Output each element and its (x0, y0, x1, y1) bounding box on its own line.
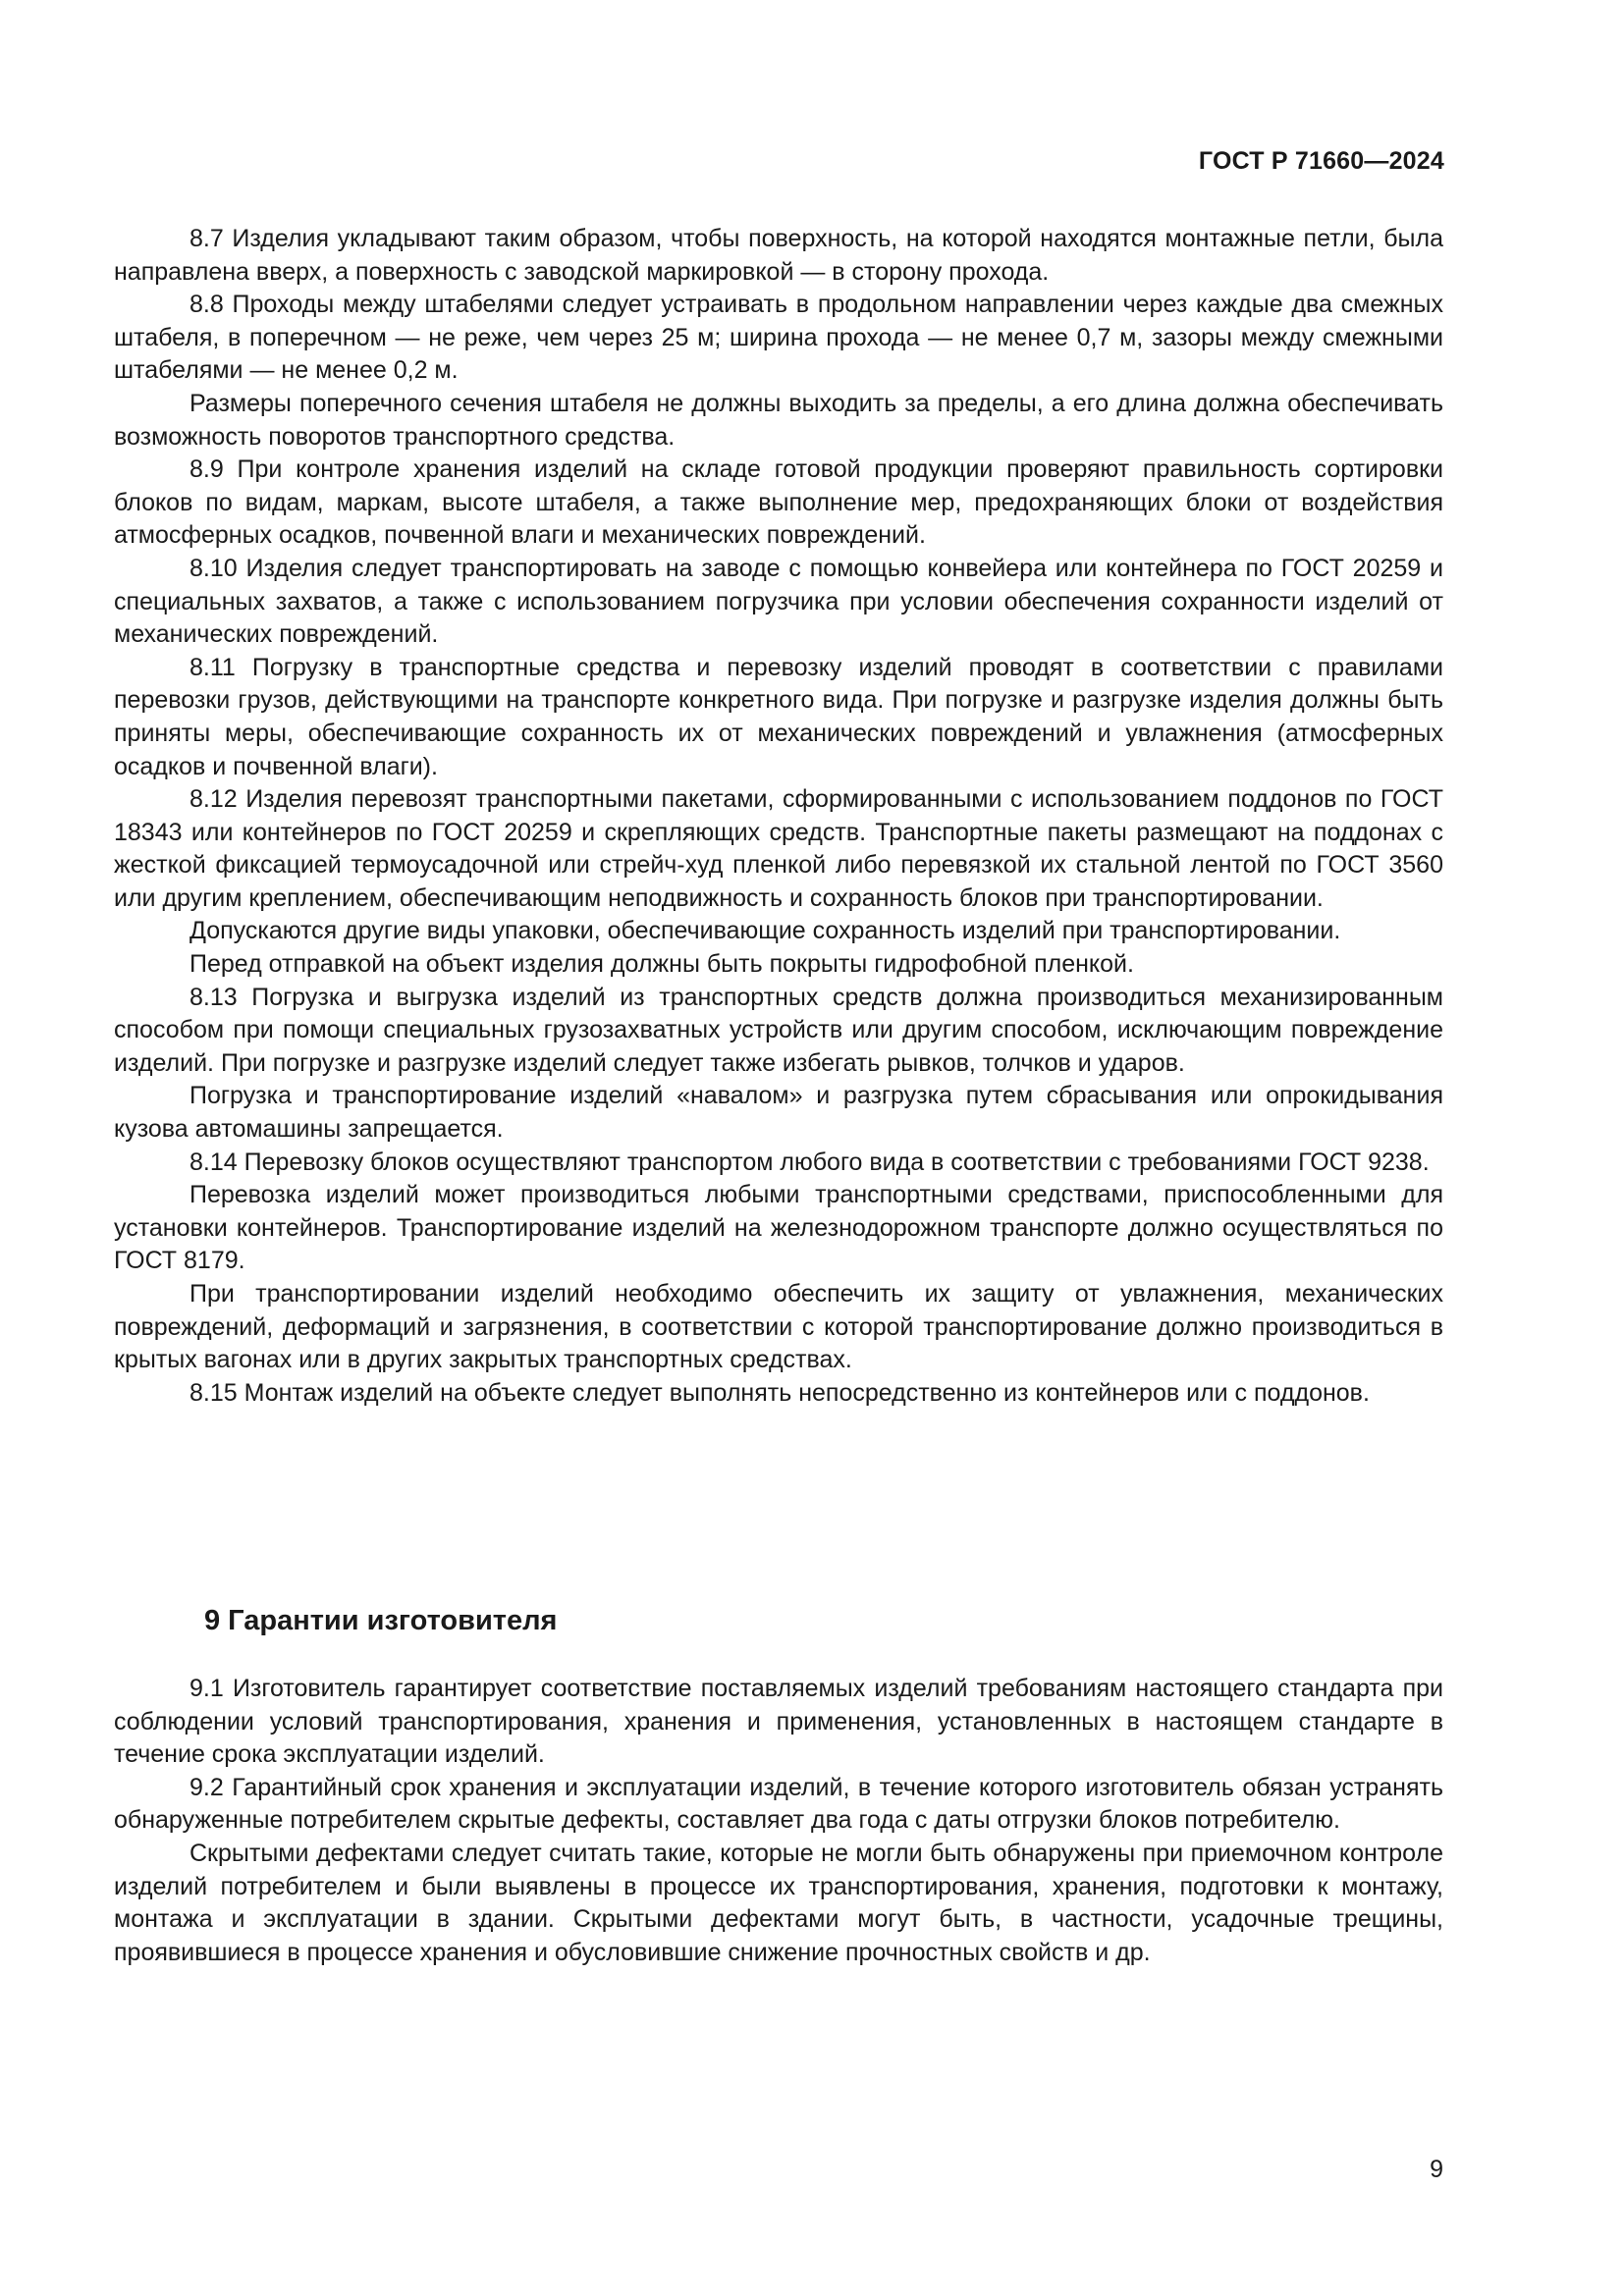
paragraph-9-2: 9.2 Гарантийный срок хранения и эксплуатации изделий, в течение которого изготовитель обязан устранять обнаруженные потребителем скрытые дефекты, составляет два года с даты отгрузки блоков потребителю. (114, 1773, 1443, 1835)
paragraph-8-13-cont: Погрузка и транспортирование изделий «навалом» и разгрузка путем сбрасывания или опрокидывания кузова автомашины запрещается. (114, 1082, 1443, 1144)
page-number: 9 (1430, 2156, 1443, 2183)
paragraph-8-11: 8.11 Погрузку в транспортные средства и перевозку изделий проводят в соответствии с правилами перевозки грузов, действующими на транспорте конкретного вида. При погрузке и разгрузке изделия должны быть приняты меры, обеспечивающие сохранность их от механических повреждений и увлажнения (атмосферных осадков и почвенной влаги). (114, 653, 1443, 780)
document-code: ГОСТ Р 71660—2024 (1198, 147, 1444, 175)
paragraph-8-12-packaging: Допускаются другие виды упаковки, обеспечивающие сохранность изделий при транспортировании. (189, 917, 1341, 945)
section-8-body (114, 223, 1443, 1410)
section-9-body (114, 1673, 1443, 1969)
paragraph-8-10: 8.10 Изделия следует транспортировать на заводе с помощью конвейера или контейнера по ГОСТ 20259 и специальных захватов, а также с использованием погрузчика при условии обеспечения сохранности изделий от механических повреждений. (114, 554, 1443, 649)
paragraph-8-12-film: Перед отправкой на объект изделия должны быть покрыты гидрофобной пленкой. (189, 950, 1134, 979)
paragraph-8-7: 8.7 Изделия укладывают таким образом, чтобы поверхность, на которой находятся монтажные петли, была направлена вверх, а поверхность с заводской маркировкой — в сторону прохода. (114, 225, 1443, 286)
paragraph-8-14-protection: При транспортировании изделий необходимо обеспечить их защиту от увлажнения, механических повреждений, деформаций и загрязнения, в соответствии с которой транспортирование должно производиться в крытых вагонах или в других закрытых транспортных средствах. (114, 1280, 1443, 1374)
paragraph-8-8-cont: Размеры поперечного сечения штабеля не должны выходить за пределы, а его длина должна обеспечивать возможность поворотов транспортного средства. (114, 389, 1443, 451)
paragraph-9-2-defects: Скрытыми дефектами следует считать такие, которые не могли быть обнаружены при приемочном контроле изделий потребителем и были выявлены в процессе их транспортирования, хранения, подготовки к монтажу, монтажа и эксплуатации в здании. Скрытыми дефектами могут быть, в частности, усадочные трещины, проявившиеся в процессе хранения и обусловившие снижение прочностных свойств и др. (114, 1839, 1443, 1966)
paragraph-9-1: 9.1 Изготовитель гарантирует соответствие поставляемых изделий требованиям настоящего стандарта при соблюдении условий транспортирования, хранения и применения, установленных в настоящем стандарте в течение срока эксплуатации изделий. (114, 1675, 1443, 1769)
paragraph-8-14-transport: Перевозка изделий может производиться любыми транспортными средствами, приспособленными для установки контейнеров. Транспортирование изделий на железнодорожном транспорте должно осуществляться по ГОСТ 8179. (114, 1181, 1443, 1275)
paragraph-8-9: 8.9 При контроле хранения изделий на складе готовой продукции проверяют правильность сортировки блоков по видам, маркам, высоте штабеля, а также выполнение мер, предохраняющих блоки от воздействия атмосферных осадков, почвенной влаги и механических повреждений. (114, 455, 1443, 550)
paragraph-8-13: 8.13 Погрузка и выгрузка изделий из транспортных средств должна производиться механизированным способом при помощи специальных грузозахватных устройств или другим способом, исключающим повреждение изделий. При погрузке и разгрузке изделий следует также избегать рывков, толчков и ударов. (114, 983, 1443, 1077)
paragraph-8-15: 8.15 Монтаж изделий на объекте следует выполнять непосредственно из контейнеров или с поддонов. (189, 1378, 1370, 1407)
section-9-heading: 9 Гарантии изготовителя (204, 1605, 558, 1636)
paragraph-8-14: 8.14 Перевозку блоков осуществляют транспортом любого вида в соответствии с требованиями ГОСТ 9238. (189, 1148, 1430, 1176)
paragraph-8-12: 8.12 Изделия перевозят транспортными пакетами, сформированными с использованием поддонов по ГОСТ 18343 или контейнеров по ГОСТ 20259 и скрепляющих средств. Транспортные пакеты размещают на поддонах с жесткой фиксацией термоусадочной или стрейч-худ пленкой либо перевязкой их стальной лентой по ГОСТ 3560 или другим креплением, обеспечивающим неподвижность и сохранность блоков при транспортировании. (114, 785, 1443, 912)
paragraph-8-8: 8.8 Проходы между штабелями следует устраивать в продольном направлении через каждые два смежных штабеля, в поперечном — не реже, чем через 25 м; ширина прохода — не менее 0,7 м, зазоры между смежными штабелями — не менее 0,2 м. (114, 291, 1443, 385)
